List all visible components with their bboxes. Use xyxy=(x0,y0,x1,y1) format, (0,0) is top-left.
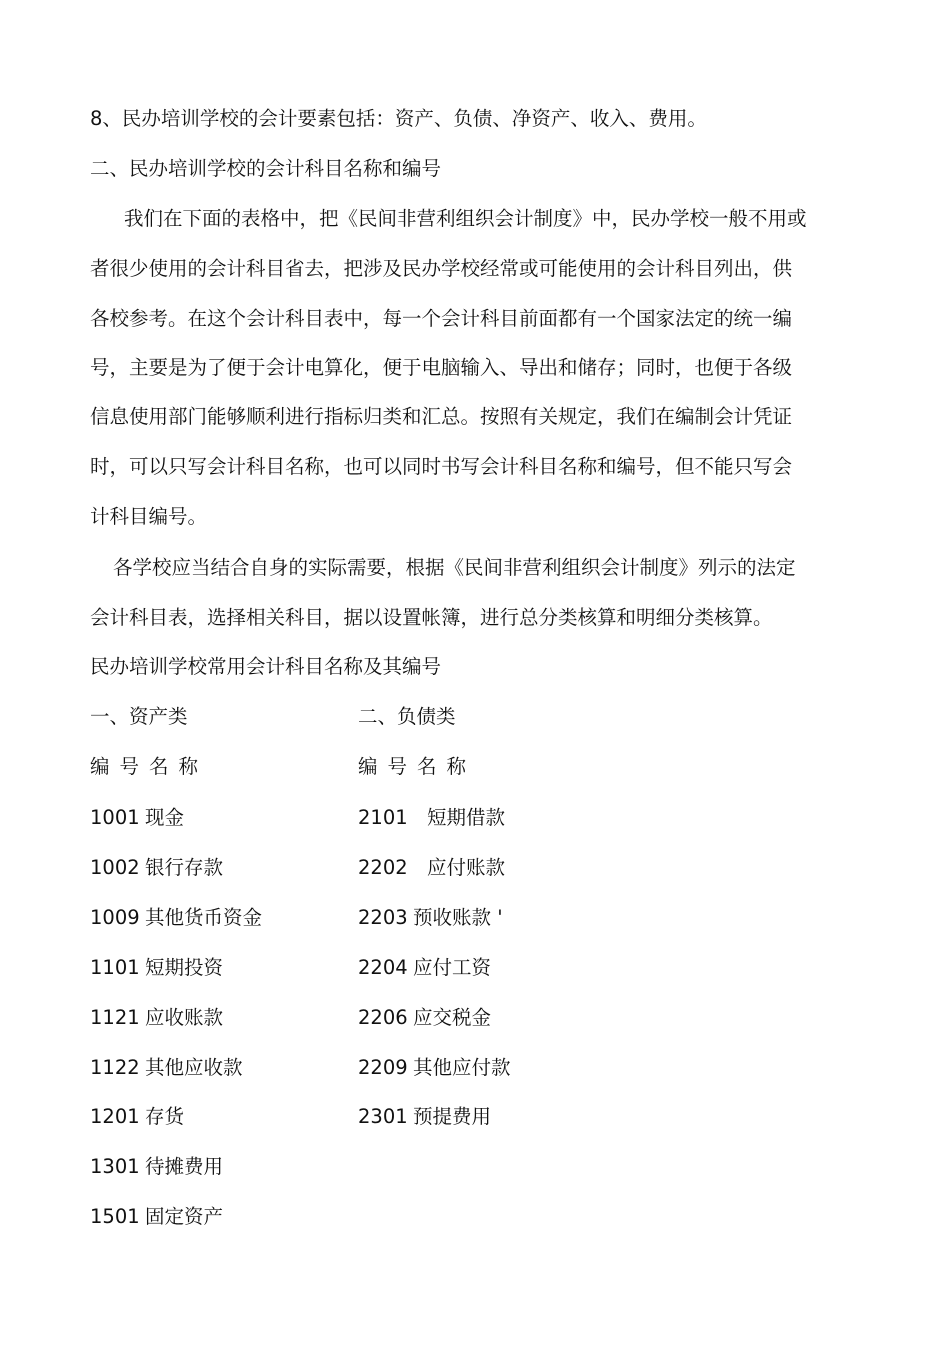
account-code: 1122 xyxy=(90,1056,140,1079)
account-name: 预收账款 ' xyxy=(413,906,503,929)
table-row xyxy=(90,1154,223,1180)
account-name: 预提费用 xyxy=(413,1105,492,1128)
account-name: 固定资产 xyxy=(145,1205,224,1228)
account-code: 2209 xyxy=(358,1056,408,1079)
table-row xyxy=(90,905,262,931)
table-row xyxy=(358,1104,491,1130)
table-row xyxy=(90,855,223,881)
account-code: 1301 xyxy=(90,1155,140,1178)
account-name: 应付账款 xyxy=(427,856,506,879)
account-name: 短期借款 xyxy=(427,806,506,829)
table-row xyxy=(90,1104,184,1130)
account-code: 2301 xyxy=(358,1105,408,1128)
table-row xyxy=(90,1005,223,1031)
account-name: 短期投资 xyxy=(145,956,224,979)
paragraph-line: 会计科目表，选择相关科目，据以设置帐簿，进行总分类核算和明细分类核算。 xyxy=(90,606,773,629)
account-code: 2202 xyxy=(358,856,408,879)
account-name: 应交税金 xyxy=(413,1006,492,1029)
account-name: 存货 xyxy=(145,1105,185,1128)
liabilities-column-header: 编号名称 xyxy=(358,755,477,778)
assets-heading: 一、资产类 xyxy=(90,705,188,728)
account-name: 应收账款 xyxy=(145,1006,224,1029)
account-code: 1501 xyxy=(90,1205,140,1228)
account-code: 2206 xyxy=(358,1006,408,1029)
paragraph-line: 各学校应当结合自身的实际需要，根据《民间非营利组织会计制度》列示的法定 xyxy=(113,556,796,579)
paragraph-line: 我们在下面的表格中，把《民间非营利组织会计制度》中，民办学校一般不用或 xyxy=(124,207,807,230)
account-code: 1002 xyxy=(90,856,140,879)
account-name: 其他货币资金 xyxy=(145,906,263,929)
paragraph-line: 计科目编号。 xyxy=(90,505,208,528)
paragraph-line: 号，主要是为了便于会计电算化，便于电脑输入、导出和储存；同时，也便于各级 xyxy=(90,356,793,379)
account-code: 2101 xyxy=(358,806,408,829)
account-name: 待摊费用 xyxy=(145,1155,224,1178)
table-row xyxy=(358,955,491,981)
account-name: 其他应收款 xyxy=(145,1056,243,1079)
table-title: 民办培训学校常用会计科目名称及其编号 xyxy=(90,655,442,678)
account-name: 银行存款 xyxy=(145,856,224,879)
paragraph-line: 信息使用部门能够顺利进行指标归类和汇总。按照有关规定，我们在编制会计凭证 xyxy=(90,405,793,428)
table-row xyxy=(358,1005,491,1031)
account-code: 1009 xyxy=(90,906,140,929)
table-row xyxy=(90,955,223,981)
table-row xyxy=(358,1055,511,1081)
paragraph-line: 各校参考。在这个会计科目表中，每一个会计科目前面都有一个国家法定的统一编 xyxy=(90,307,793,330)
account-code: 2203 xyxy=(358,906,408,929)
account-name: 其他应付款 xyxy=(413,1056,511,1079)
account-code: 2204 xyxy=(358,956,408,979)
table-row xyxy=(358,805,505,831)
account-code: 1101 xyxy=(90,956,140,979)
table-row xyxy=(90,805,184,831)
table-row xyxy=(90,1204,223,1230)
paragraph-accounting-elements: 8、民办培训学校的会计要素包括：资产、负债、净资产、收入、费用。 xyxy=(90,107,707,130)
table-row xyxy=(358,855,505,881)
account-code: 1201 xyxy=(90,1105,140,1128)
account-name: 应付工资 xyxy=(413,956,492,979)
paragraph-line: 时，可以只写会计科目名称，也可以同时书写会计科目名称和编号，但不能只写会 xyxy=(90,455,793,478)
assets-column-header: 编号名称 xyxy=(90,755,209,778)
table-row xyxy=(358,905,503,931)
account-code: 1121 xyxy=(90,1006,140,1029)
paragraph-line: 者很少使用的会计科目省去，把涉及民办学校经常或可能使用的会计科目列出，供 xyxy=(90,257,793,280)
liabilities-heading: 二、负债类 xyxy=(358,705,456,728)
account-code: 1001 xyxy=(90,806,140,829)
table-row xyxy=(90,1055,243,1081)
account-name: 现金 xyxy=(145,806,185,829)
section-heading-accounts: 二、民办培训学校的会计科目名称和编号 xyxy=(90,157,442,180)
